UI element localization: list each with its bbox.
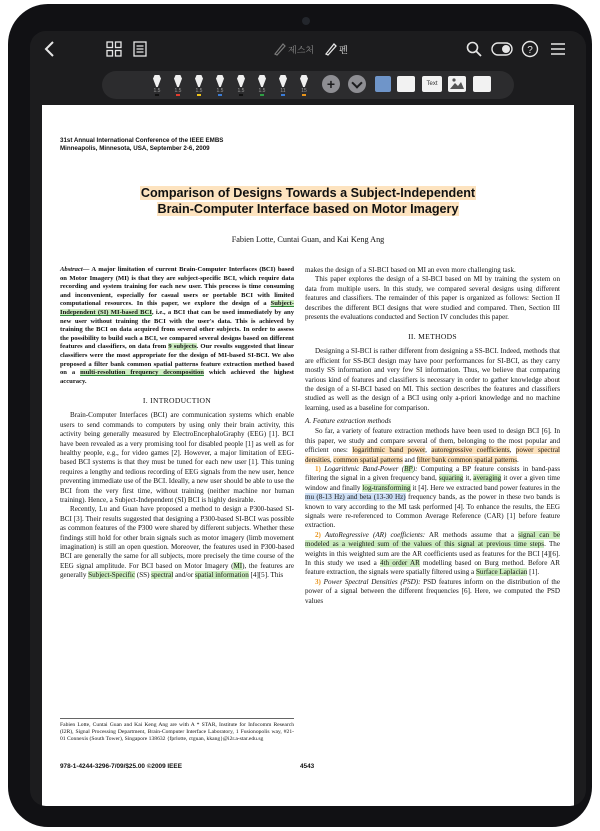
front-camera [302,17,310,25]
annotation-mark: 2) [315,530,321,539]
highlight: Surface Laplacian [475,568,528,577]
text-run: and/or [173,571,195,580]
highlight: 9 subjects [168,343,197,351]
pen-size-label: 1.5 [153,88,161,94]
intro-paragraph-1: Brain-Computer Interfaces (BCI) are communication systems which enable users to send commands to computers by using only their brain activity, this activity being generally measured by ElectroEncephaloGraphy (EEG) [1]. BCI have been revealed as a very promising tool for disabled people [1] as well as for healthy people, e.g., for video games [2]. However, a major limitation of EEG-based BCI systems is that they must be tuned for each new user [1]. This tuning requires a lengthy and tedious recording of EEG signals from the new user, hence preventing immediate use of the BCI. Ideally, a new user should be able to use the BCI from the very first time, without training (neither machine nor human training). Hence, a Subject-Independent (SI) BCI is highly desirable. [60,411,294,504]
highlight: Subject-Specific [88,571,136,580]
pen-size-label: 1.5 [216,88,224,94]
bp-paragraph [305,465,560,531]
pen-size-label: 11 [280,88,286,94]
gesture-icon[interactable] [270,39,290,59]
feature-paragraph-1 [305,427,560,465]
app-screen [30,31,586,806]
isbn-line: 978-1-4244-3296-7/09/$25.00 ©2009 IEEE [60,763,182,770]
text-run: (SS) [135,571,152,580]
add-pen-button[interactable]: + [322,75,340,93]
abstract-text: — A major limitation of current Brain-Computer Interfaces (BCI) based on Motor Imagery (MI) is that they are subject-specific BCI, which require data recording and system training for each new user. This process is time consuming and inconvenient, especially for casual users or portable BCI with limited computational resources. In this paper, we explore the design of a [60,266,294,308]
right-paragraph-1: This paper explores the design of a SI-BCI based on MI by training the system on data from multiple users. In this study, we compared several designs using different features and classifiers. The remainder of this paper is organized as follows: Section II describes the different BCI designs that were studied and compared. Then, Section III presents the evaluations conducted and Section IV concludes this paper. [305,275,560,322]
feature-body [305,427,560,606]
highlight: BP [404,464,413,473]
footnote: Fabien Lotte, Cuntai Guan and Kai Keng Ang are with A * STAR, Institute for Infocomm Research (I2R), Signal Processing Department, Brain-Computer Interface Laboratory, 1 Fusionopolis way, #21-01 Connexis (South Tower), Singapore 138632 {fprlotte, ctguan, kkang}@i2r.a-star.edu.sg [60,718,294,744]
text-run: So far, a variety of feature extraction methods have been used to design BCI [6]. In this paper, we study and compare several of them, belonging to the most popular and efficient ones: [305,427,560,455]
psd-paragraph [305,578,560,606]
text-run: Recently, Lu and Guan have proposed a method to design a P300-based SI-BCI [3]. Their results suggested that designing a P300-based SI-BCI was possible as common features of the P300 were shared by different subjects. Whether these findings still hold for other brain signals such as motor imagery (limb movement imagination) is still an open question. Moreover, the features used in P300-based BCI are generally the same for all subjects, more precisely the time course of the EEG signal amplitude. For BCI based on Motor Imagery ( [60,505,294,570]
left-column [60,266,294,581]
abstract-text: which achieved the highest accuracy. [60,369,294,385]
pen-size-label: 1.5 [174,88,182,94]
text-run: it, [463,474,474,483]
text-run: AR methods assume that a [425,530,519,539]
highlight: multi-resolution frequency decomposition [80,369,204,377]
text-run: [4][5]. This [248,571,284,580]
text-run: it [4]. Here we extracted band power features in the [410,483,561,492]
highlight: spectral [151,571,174,580]
right-body [305,266,560,322]
text-run: Logarithmic Band-Power ( [320,464,405,473]
text-run: , [329,455,334,464]
conference-line-2: Minneapolis, Minnesota, USA, September 2-6, 2009 [60,144,210,152]
text-run: Power Spectral Densities (PSD): [320,577,421,586]
highlight: common spatial patterns [333,455,403,464]
svg-text:?: ? [527,45,533,56]
methods-paragraph-1: Designing a SI-BCI is rather different from designing a SS-BCI. Indeed, methods that are efficient for SS-BCI design may have poor performances for SI-BCI, as they carry mostly SS information and very few SI information. Thus, we believe that comparing various kind of features and classifiers is necessary in order to gather knowledge about the design of a SI-BCI based on MI. This section describes the features and classifiers studied as well as the design of a BCI using only a-priori knowledge and no machine learning, used as a baseline for comparison. [305,347,560,412]
highlight: filter bank common spatial patterns [416,455,517,464]
highlight: 4th order AR [380,558,420,567]
tablet-frame [8,4,592,827]
text-run: [1]. [527,568,540,577]
lasso-icon[interactable] [397,76,415,92]
pen-slot-3[interactable] [192,73,206,97]
highlight: mu (8-13 Hz) and beta (13-30 Hz) [305,493,406,502]
highlight: spatial information [194,571,249,580]
pen-slot-4[interactable] [213,73,227,97]
conference-header [60,137,310,152]
ar-paragraph [305,531,560,578]
right-paragraph-0: makes the design of a SI-BCI based on MI an even more challenging task. [305,266,516,274]
pen-slot-5[interactable] [234,73,248,97]
gesture-label[interactable]: 제스처 [288,45,315,55]
pdf-page[interactable] [42,105,574,806]
help-icon[interactable] [520,39,540,59]
intro-paragraph-2 [60,505,294,580]
highlight: log-transforming [362,483,411,492]
annotation-mark: 1) [315,464,321,473]
title-line-2: Brain-Computer Interface based on Motor Imagery [157,202,459,216]
highlight: autoregressive coefficients [431,446,510,455]
page-number: 4543 [300,763,315,770]
pen-slot-2[interactable] [171,73,185,97]
text-run: ), the features are generally [60,561,294,580]
pen-slot-6[interactable] [255,73,269,97]
intro-body [60,411,294,580]
highlight: squaring [438,474,464,483]
methods-body [305,347,560,413]
chevron-down-icon[interactable] [348,75,366,93]
text-run: frequency bands, as the power in these two bands is known to vary according to the MI task performed [4]. To enhance the results, the EEG signals were re-referenced to Common Average Reference (CAR) [1] before feature extraction. [305,493,561,530]
highlight: signal can be modeled as a weighted sum of the values of this signal at previous time steps [305,530,560,549]
toggle-icon[interactable] [490,39,514,59]
annotation-mark: 3) [315,577,321,586]
text-run: . The weights in this weighted sum are the AR coefficients used as features for the BCI [4][6]. In this study we used a [305,540,560,567]
pen-mode-label[interactable]: 펜 [339,45,348,55]
abstract-label: Abstract [60,266,83,273]
image-tool-icon[interactable] [448,76,466,92]
highlighter-slot-1[interactable] [276,73,290,97]
right-column [305,266,560,606]
text-run: ): [412,464,418,473]
pen-slot-1[interactable] [150,73,164,97]
text-run: it over a given time window and finally [305,474,560,492]
abstract-text: , i.e., a BCI that can be used immediately by any new user without training the BCI with the user's data. This is achieved by training the BCI on data acquired from several other subjects. In order to assess the possibility to build such a BCI, we compared several designs based on different features and classifiers, on data from [60,308,295,351]
text-run: and [402,455,417,464]
text-run: modelling based on Burg method. Before AR feature extraction, the signals were spatially filtered using a [305,558,560,577]
abstract [60,266,294,386]
pen-size-label: 1.5 [237,88,245,94]
pen-size-label: 1.5 [195,88,203,94]
highlight: logarithmic band power [352,446,426,455]
search-icon[interactable] [464,39,484,59]
text-run: , [509,446,516,455]
text-run: PSD features inform on the distribution of the power of a signal between the different frequencies [6]. Here, we computed the PSD values [305,577,560,605]
highlight: averaging [473,474,502,483]
title-line-1: Comparison of Designs Towards a Subject-Independent [140,186,476,200]
eraser-icon[interactable] [375,76,391,92]
highlighter-slot-2[interactable] [297,73,311,97]
pen-toolbar [30,67,586,105]
intro-heading: I. INTRODUCTION [142,396,212,406]
highlight: MI [233,561,243,570]
text-run: Computing a BP feature consists in band-pass filtering the signal in a given frequency band, [305,464,560,483]
text-run: , [425,446,432,455]
feature-extraction-subheading: A. Feature extraction methods [305,417,392,426]
top-app-bar [30,31,586,67]
back-icon[interactable] [40,39,60,59]
abstract-text: . Our results suggested that linear classifiers were the most appropriate for the design of MI-based SI-BCI. We also proposed a filter bank common spatial patterns feature extraction method based on a [60,343,294,377]
text-run: . [517,455,519,464]
shape-tool-icon[interactable] [473,76,491,92]
menu-icon[interactable] [548,39,568,59]
highlight: Subject-Independent (SI) MI-based BCI [60,300,294,316]
paper-title [82,185,534,217]
document-list-icon[interactable] [130,39,150,59]
conference-line-1: 31st Annual International Conference of the IEEE EMBS [60,137,224,144]
pen-mode-icon[interactable] [321,39,341,59]
paper-authors: Fabien Lotte, Cuntai Guan, and Kai Keng Ang [231,235,385,244]
methods-heading: II. METHODS [408,332,457,342]
grid-view-icon[interactable] [104,39,124,59]
text-tool-button[interactable]: Text [422,76,442,92]
text-run: AutoRegressive (AR) coefficients: [320,530,426,539]
highlight: power spectral densities [305,446,560,464]
pen-size-label: 1.5 [258,88,266,94]
pen-size-label: 15 [301,88,307,94]
